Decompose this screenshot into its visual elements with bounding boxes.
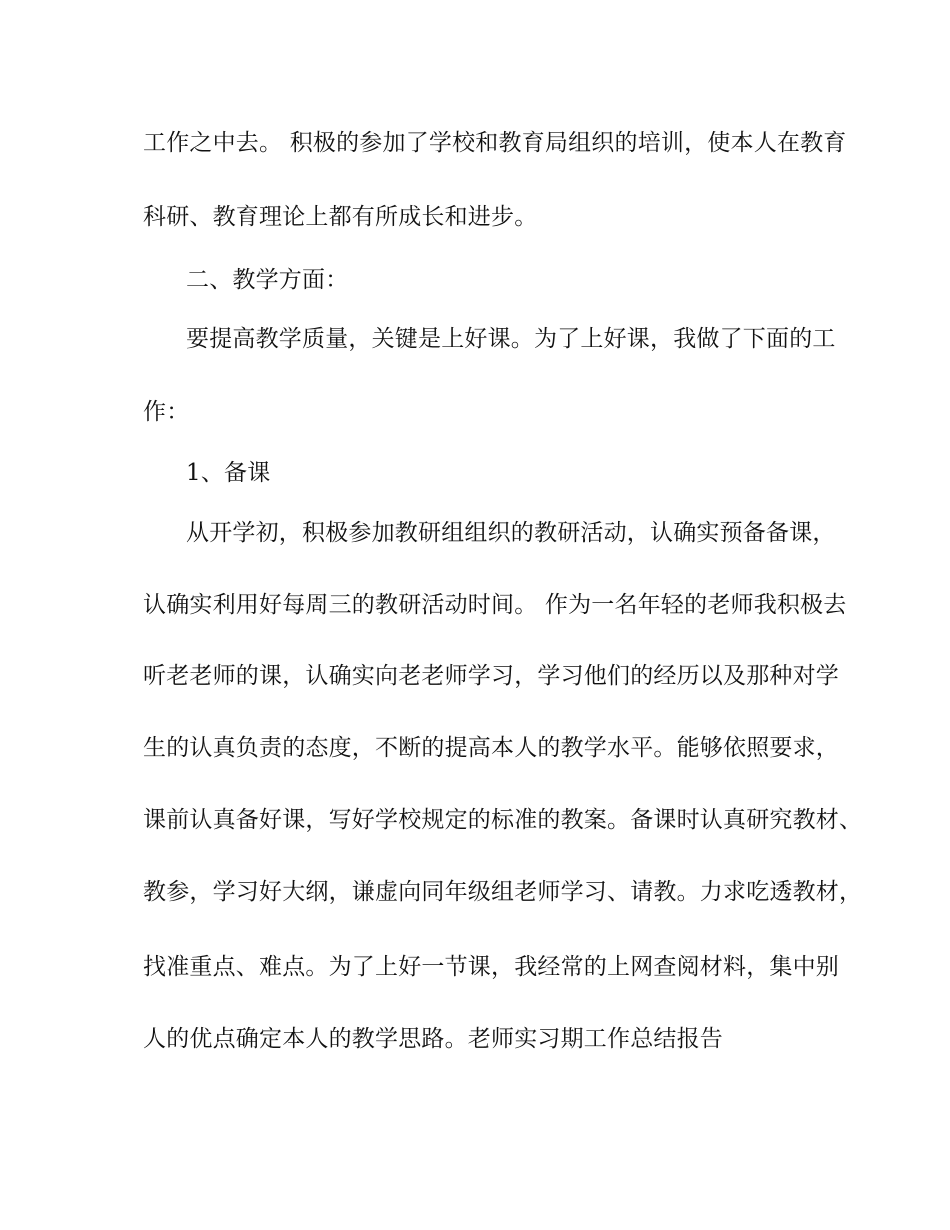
paragraph-line: 从开学初，积极参加教研组组织的教研活动，认确实预备备课， — [186, 520, 836, 546]
paragraph-line: 听老老师的课，认确实向老老师学习，学习他们的经历以及那种对学 — [143, 663, 839, 689]
paragraph-line: 作： — [143, 399, 190, 425]
paragraph-line: 人的优点确定本人的教学思路。老师实习期工作总结报告 — [143, 1026, 723, 1052]
paragraph-line: 科研、教育理论上都有所成长和进步。 — [143, 204, 538, 230]
subsection-heading: 1、备课 — [186, 460, 271, 486]
paragraph-line: 找准重点、难点。为了上好一节课，我经常的上网查阅材料，集中别 — [143, 954, 839, 980]
paragraph-line: 课前认真备好课，写好学校规定的标准的教案。备课时认真研究教材、 — [143, 807, 863, 833]
paragraph-line: 教参，学习好大纲，谦虚向同年级组老师学习、请教。力求吃透教材， — [143, 879, 863, 905]
paragraph-line: 认确实利用好每周三的教研活动时间。 作为一名年轻的老师我积极去 — [143, 592, 847, 618]
section-heading: 二、教学方面： — [186, 267, 349, 293]
paragraph-line: 要提高教学质量，关键是上好课。为了上好课，我做了下面的工 — [186, 326, 836, 352]
paragraph-line: 生的认真负责的态度，不断的提高本人的教学水平。能够依照要求， — [143, 735, 839, 761]
paragraph-line: 工作之中去。 积极的参加了学校和教育局组织的培训，使本人在教育 — [143, 130, 847, 156]
